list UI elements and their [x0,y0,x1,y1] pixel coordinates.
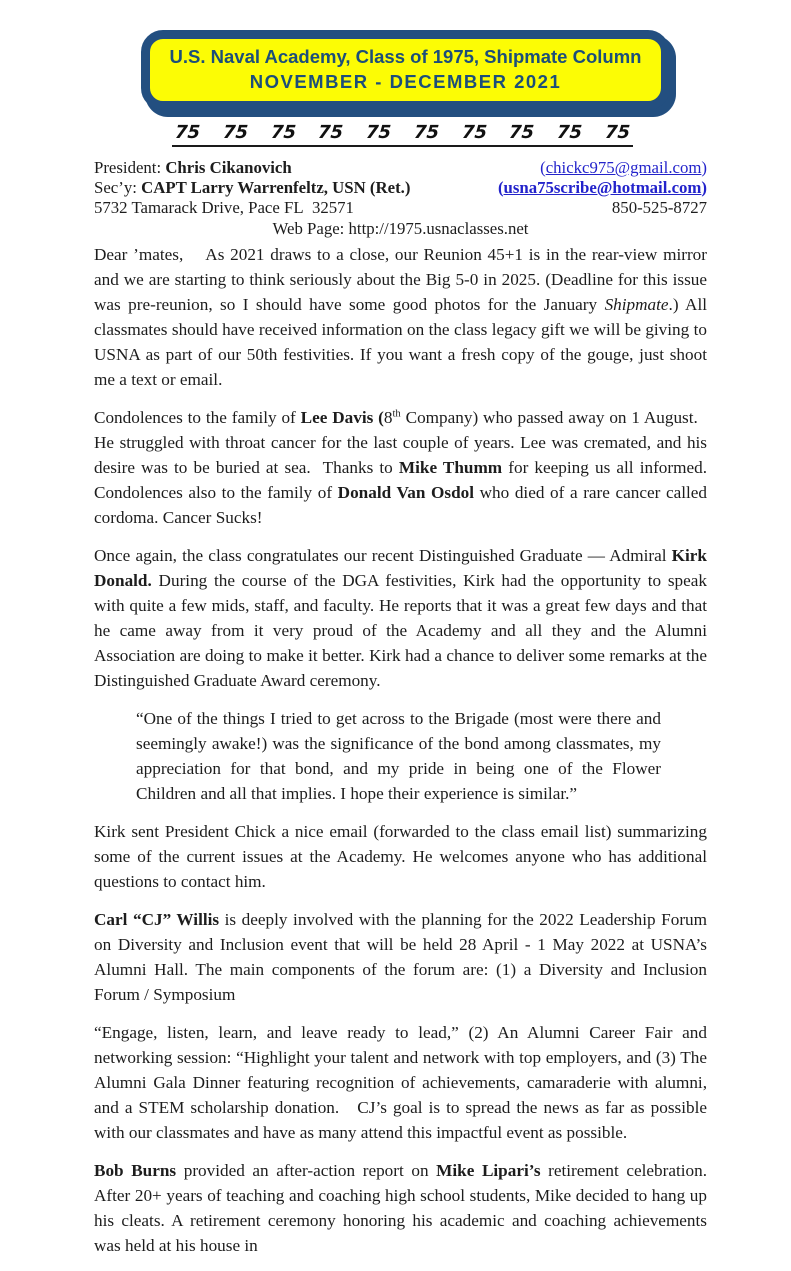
paragraph [94,907,707,1007]
text-run: for keeping us all informed. Condolences also to the family of [94,458,707,502]
text-run: “One of the things I tried to get across to the Brigade (most were there and seemingly awake!) was the significance of the bond among classmates, my appreciation for that bond, and my pride in being one of the Flower Children and all that implies. I hope their experience is similar.” [136,709,661,803]
contact-row-address [94,198,707,218]
secretary-email-address: usna75scribe@hotmail.com [503,178,702,197]
text-run: Lee Davis ( [300,408,384,427]
president-email-link[interactable] [540,158,707,178]
text-run: Bob Burns [94,1161,177,1180]
paren-close: ) [701,158,707,177]
paragraph [94,819,707,894]
75-class-logo: 75 [413,122,440,143]
banner-title-line-2: NOVEMBER - DECEMBER 2021 [249,71,562,92]
paragraph [94,543,707,693]
75-class-logo: 75 [556,122,583,143]
text-run: During the course of the DGA festivities, Kirk had the opportunity to speak with quite a few mids, staff, and faculty. He reports that it was a great few days and that he came away from it very proud of the Academy and all they and the Alumni Association are doing to make it better. Kirk had a chance to deliver some remarks at the Distinguished Graduate Award ceremony. [94,571,707,690]
75-class-logo: 75 [269,122,297,143]
secretary-label: Sec’y: [94,178,142,197]
text-run: Mike Lipari’s [436,1161,541,1180]
contact-block [94,158,707,239]
banner-title-line-1: U.S. Naval Academy, Class of 1975, Shipmate Column [169,46,642,67]
text-run: who died of a rare cancer called cordoma. Cancer Sucks! [94,483,707,527]
president-line [94,158,292,178]
paragraph [94,405,707,530]
contact-row-secretary [94,178,707,198]
text-run: Carl “CJ” Willis [94,910,220,929]
75-class-logo: 75 [508,122,536,143]
phone-number: 850-525-8727 [611,198,707,217]
text-run: Kirk sent President Chick a nice email (forwarded to the class email list) summarizing some of the current issues at the Academy. He welcomes anyone who has additional questions to contact him. [94,822,707,891]
secretary-line [94,178,410,198]
quote-paragraph [136,706,661,806]
title-banner [141,30,670,110]
paragraph [94,1158,707,1258]
75-class-logo: 75 [222,122,249,143]
secretary-email-link[interactable] [498,178,707,198]
paren-close: ) [701,178,707,197]
text-run: Dear ’mates, As 2021 draws to a close, our Reunion 45+1 is in the rear-view mirror and we are starting to think seriously about the Big 5-0 in 2025. (Deadline for this issue was pre-reunion, so I should have some good photos for the January [94,245,707,314]
class-75-row [172,122,633,147]
75-class-logo: 75 [460,122,488,143]
president-name: Chris Cikanovich [165,158,292,177]
text-run: provided an after-action report on [176,1161,437,1180]
75-class-logo: 75 [174,122,201,143]
text-run: Donald Van Osdol [337,483,475,502]
text-run: “Engage, listen, learn, and leave ready to lead,” (2) An Alumni Career Fair and networking session: “Highlight your talent and network with top employers, and (3) The Alumni Gala Dinner featuring recognition of achievements, camaraderie with alumni, and a STEM scholarship donation. CJ’s goal is to spread the news as far as possible with our classmates and have as many attend this impactful event as possible. [94,1023,707,1142]
president-email-address: chickc975@gmail.com [545,158,702,177]
text-run: Kirk Donald. [94,546,707,590]
paren-open: ( [540,158,546,177]
web-page-line: Web Page: http://1975.usnaclasses.net [272,219,529,238]
75-class-logo: 75 [365,122,392,143]
secretary-name: CAPT Larry Warrenfeltz, USN (Ret.) [141,178,411,197]
text-run: Shipmate [604,295,669,314]
text-run: .) All classmates should have received information on the class legacy gift we will be giving to USNA as part of our 50th festivities. If you want a fresh copy of the gouge, just shoot me a text or email. [94,295,707,389]
paragraph [94,1020,707,1145]
text-run: 8 [383,408,393,427]
75-class-logo: 75 [317,122,345,143]
paren-open: ( [497,178,504,197]
paragraph [94,242,707,392]
text-run: retirement celebration. After 20+ years of teaching and coaching high school students, Mike decided to hang up his cleats. A retirement ceremony honoring his academic and coaching achievements was held at his house in [94,1161,708,1255]
text-run: is deeply involved with the planning for the 2022 Leadership Forum on Diversity and Inclusion event that will be held 28 April - 1 May 2022 at USNA’s Alumni Hall. The main components of the forum are: (1) a Diversity and Inclusion Forum / Symposium [94,910,708,1004]
street-address: 5732 Tamarack Drive, Pace FL 32571 [94,198,354,217]
text-run: Once again, the class congratulates our recent Distinguished Graduate — Admiral [94,546,672,565]
75-class-logo: 75 [604,122,631,143]
text-run: Condolences to the family of [94,408,301,427]
president-label: President: [94,158,166,177]
text-run: Company) who passed away on 1 August. He struggled with throat cancer for the last couple of years. Lee was cremated, and his desire was to be buried at sea. Thanks to [94,408,707,477]
contact-row-president [94,158,707,178]
text-run: th [392,408,401,420]
text-run: Mike Thumm [398,458,503,477]
body-paragraphs [94,242,707,1271]
